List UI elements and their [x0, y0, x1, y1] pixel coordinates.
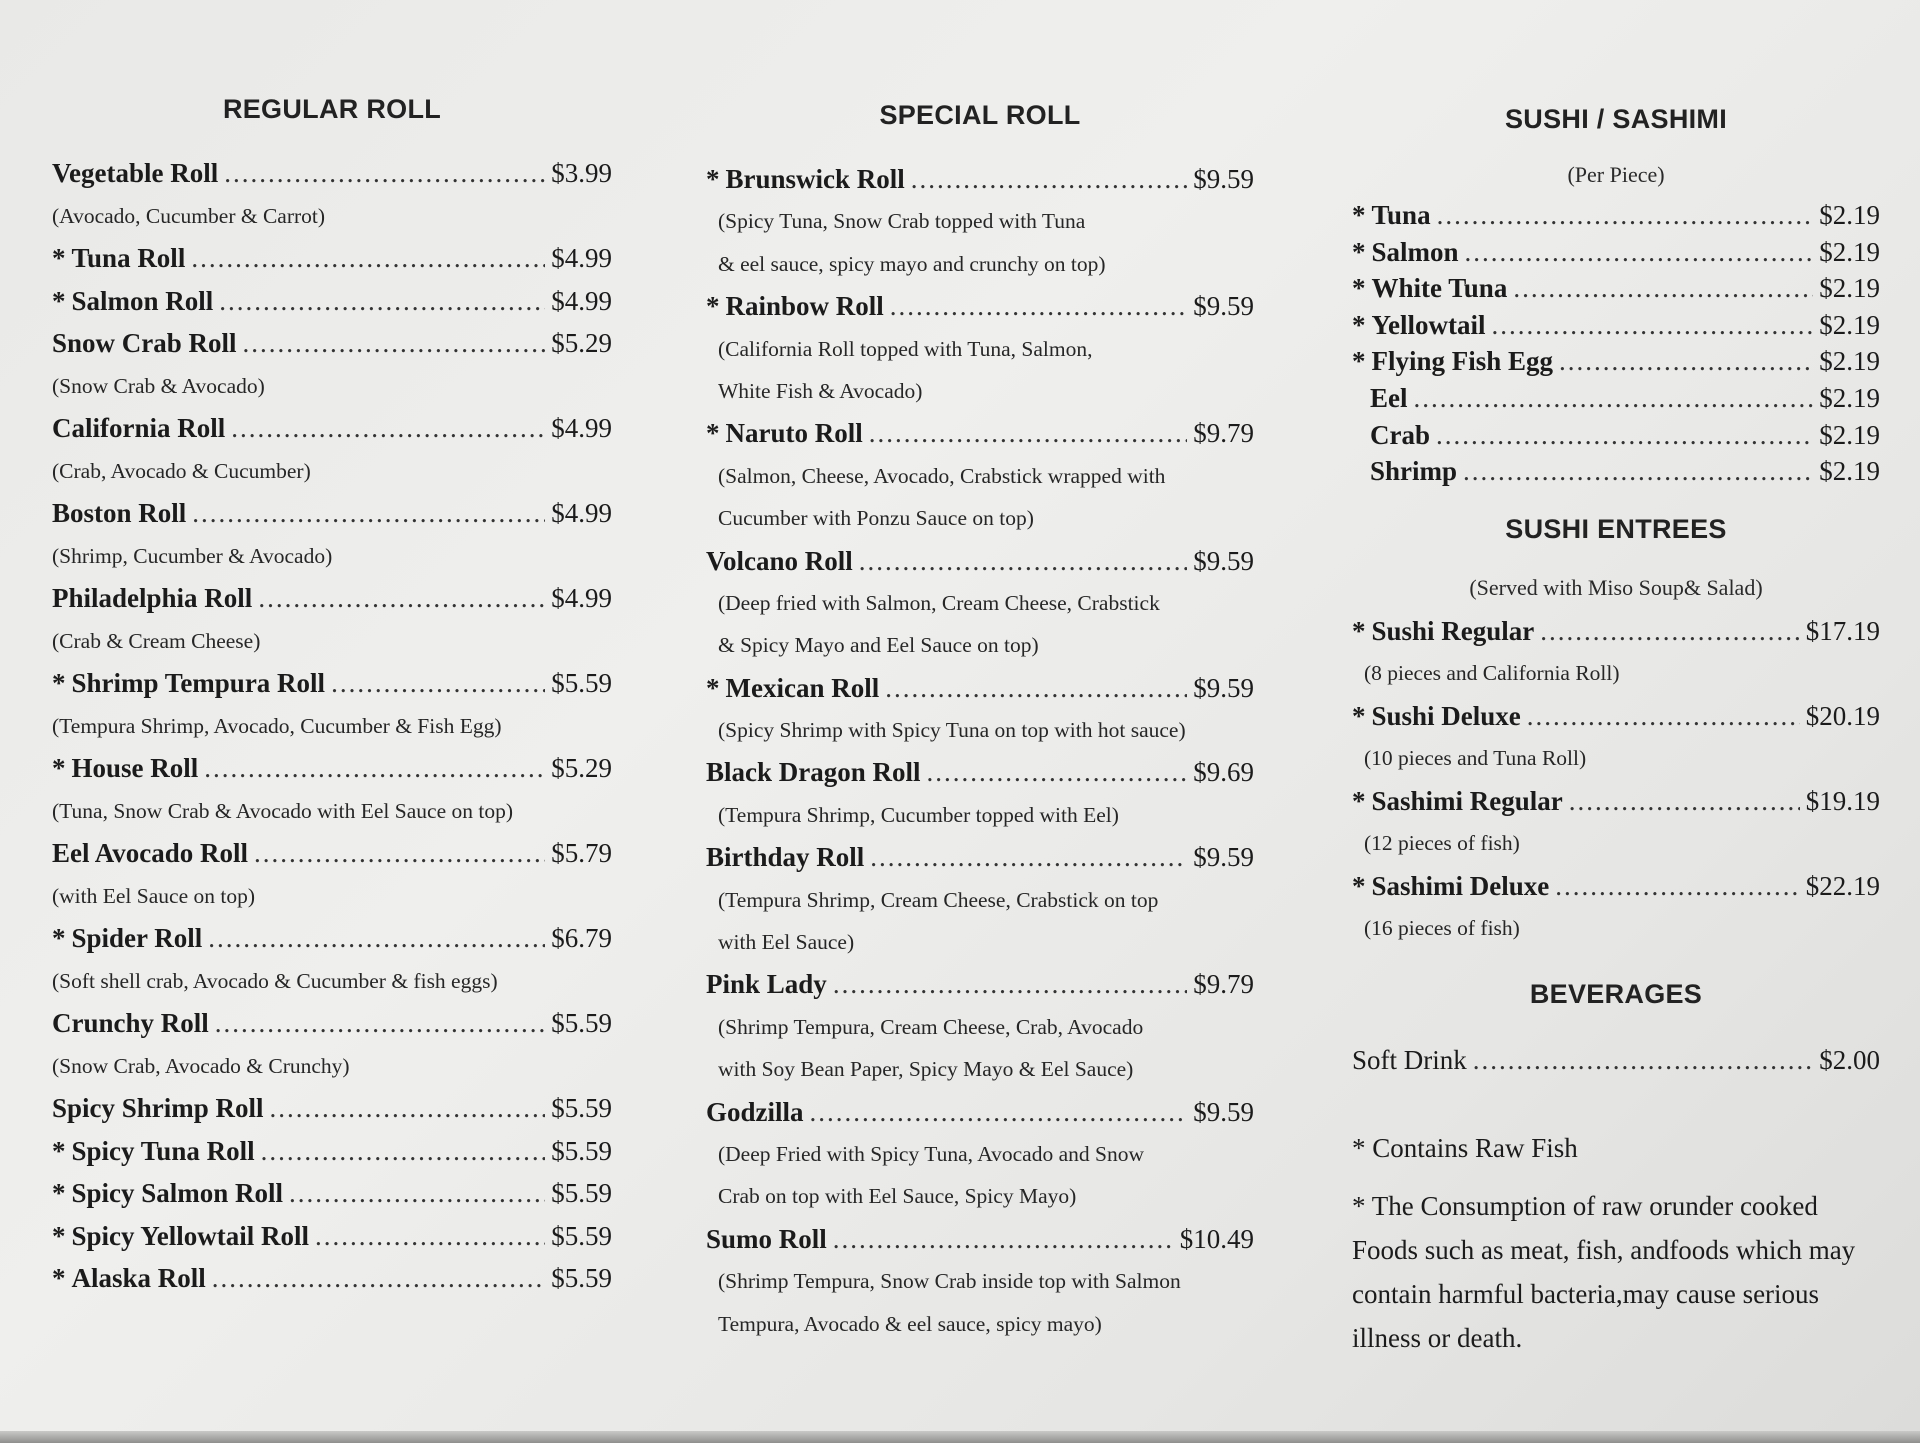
item-name: Shrimp Tempura Roll: [71, 668, 326, 698]
menu-item: [1352, 270, 1880, 307]
dot-leader: [258, 577, 545, 620]
menu-item: [706, 1091, 1254, 1133]
item-price: $3.99: [551, 158, 612, 188]
sushi-sashimi-heading: SUSHI / SASHIMI: [1504, 104, 1728, 134]
dot-leader: [1436, 417, 1813, 454]
dot-leader: [1465, 234, 1814, 271]
regular-roll-column: [52, 0, 612, 1300]
menu-item: [52, 747, 612, 790]
dot-leader: [810, 1091, 1188, 1133]
menu-item: [706, 751, 1254, 793]
item-name: Philadelphia Roll: [52, 583, 253, 613]
menu-item: [52, 917, 612, 960]
menu-item: [52, 577, 612, 620]
item-price: $2.19: [1819, 456, 1880, 487]
item-price: $22.19: [1805, 870, 1880, 901]
item-description: (Avocado, Cucumber & Carrot): [52, 203, 326, 228]
menu-item: [1352, 1038, 1880, 1082]
item-price: $9.59: [1193, 291, 1254, 322]
item-price: $2.19: [1819, 236, 1880, 267]
item-name: Sashimi Regular: [1371, 785, 1563, 816]
item-description: (with Eel Sauce on top): [52, 883, 256, 908]
raw-fish-marker: *: [1352, 700, 1366, 731]
item-price: $2.19: [1819, 309, 1880, 340]
consumption-warning: * The Consumption of raw orunder cooked Foods such as meat, fish, andfoods which may contain harmful bacteria,may cause serious illness or death.: [1352, 1190, 1856, 1353]
raw-fish-marker: *: [52, 285, 66, 316]
menu-item: [52, 1215, 612, 1258]
menu-item: [52, 280, 612, 323]
regular-roll-heading: REGULAR ROLL: [222, 94, 442, 124]
item-price: $2.19: [1819, 419, 1880, 450]
item-name: Sumo Roll: [706, 1223, 827, 1254]
raw-fish-marker: *: [52, 668, 66, 698]
item-name: Flying Fish Egg: [1371, 346, 1554, 377]
item-name: White Tuna: [1371, 273, 1508, 304]
dot-leader: [1414, 380, 1814, 417]
dot-leader: [261, 1130, 546, 1173]
menu-item: [52, 1257, 612, 1300]
sushi-entrees-subtitle: (Served with Miso Soup& Salad): [1469, 574, 1763, 600]
menu-item: [52, 1002, 612, 1045]
raw-fish-marker: *: [52, 243, 66, 273]
menu-item: [52, 662, 612, 705]
item-price: $2.00: [1819, 1044, 1880, 1075]
dot-leader: [1492, 307, 1814, 344]
item-description: (Shrimp Tempura, Snow Crab inside top with Salmon: [718, 1269, 1181, 1294]
raw-fish-marker: *: [52, 1135, 66, 1166]
item-price: $4.99: [551, 583, 612, 613]
item-name: Tuna: [1371, 200, 1431, 230]
item-name: Soft Drink: [1352, 1044, 1467, 1075]
menu-item: [1352, 417, 1880, 454]
item-description: (Tempura Shrimp, Cucumber topped with Eel): [718, 802, 1119, 827]
item-price: $20.19: [1805, 700, 1880, 731]
raw-fish-marker: *: [1352, 615, 1366, 646]
item-description: (16 pieces of fish): [1364, 916, 1520, 941]
item-description: Tempura, Avocado & eel sauce, spicy mayo): [718, 1311, 1102, 1336]
beverages-list: [1352, 1038, 1880, 1082]
beverages-heading: BEVERAGES: [1529, 978, 1703, 1009]
special-roll-list: [706, 158, 1254, 1345]
item-description: (Soft shell crab, Avocado & Cucumber & fish eggs): [52, 968, 498, 993]
item-description: (Crab & Cream Cheese): [52, 628, 261, 653]
item-description: (Tempura Shrimp, Avocado, Cucumber & Fish Egg): [52, 713, 502, 738]
dot-leader: [1569, 780, 1800, 823]
raw-fish-marker: *: [1352, 870, 1366, 901]
menu-item: [52, 1130, 612, 1173]
menu-item: [706, 667, 1254, 709]
item-description: & eel sauce, spicy mayo and crunchy on top): [718, 251, 1106, 276]
item-name: Brunswick Roll: [725, 164, 905, 194]
item-description: (8 pieces and California Roll): [1364, 661, 1620, 686]
dot-leader: [215, 1002, 545, 1045]
item-price: $4.99: [551, 413, 612, 443]
dot-leader: [270, 1087, 546, 1130]
special-roll-column: [706, 0, 1254, 1345]
sushi-entrees-heading: SUSHI ENTREES: [1505, 513, 1727, 544]
item-name: Rainbow Roll: [725, 291, 884, 322]
item-name: Volcano Roll: [706, 545, 853, 576]
item-name: Crunchy Roll: [52, 1008, 209, 1038]
item-price: $6.79: [551, 923, 612, 953]
dot-leader: [1513, 270, 1813, 307]
item-description: (Shrimp Tempura, Cream Cheese, Crab, Avocado: [718, 1014, 1144, 1039]
menu-item: [1352, 197, 1880, 234]
dot-leader: [192, 492, 545, 535]
menu-item: [52, 407, 612, 450]
item-price: $9.79: [1193, 418, 1254, 449]
item-name: Sushi Deluxe: [1371, 700, 1521, 731]
item-description: Cucumber with Ponzu Sauce on top): [718, 506, 1034, 531]
bottom-edge: [0, 1431, 1920, 1443]
menu-item: [1352, 453, 1880, 490]
raw-fish-marker: *: [1352, 200, 1366, 230]
item-price: $2.19: [1819, 273, 1880, 304]
dot-leader: [1473, 1038, 1814, 1082]
item-price: $4.99: [551, 285, 612, 316]
item-name: Spicy Yellowtail Roll: [71, 1220, 310, 1251]
item-price: $10.49: [1179, 1223, 1254, 1254]
item-name: Shrimp: [1370, 456, 1458, 487]
dot-leader: [890, 285, 1187, 327]
menu-item: [1352, 307, 1880, 344]
dot-leader: [289, 1172, 545, 1215]
dot-leader: [243, 322, 546, 365]
dot-leader: [869, 412, 1188, 454]
dot-leader: [833, 1218, 1174, 1260]
item-price: $5.29: [551, 328, 612, 358]
menu-item: [52, 832, 612, 875]
item-price: $9.69: [1193, 757, 1254, 788]
item-description: Crab on top with Eel Sauce, Spicy Mayo): [718, 1184, 1077, 1209]
menu-item: [52, 492, 612, 535]
item-description: with Eel Sauce): [718, 930, 855, 955]
menu-item: [1352, 695, 1880, 738]
raw-fish-marker: *: [1352, 273, 1366, 304]
item-price: $5.59: [551, 1178, 612, 1208]
menu-item: [1352, 865, 1880, 908]
raw-fish-marker: *: [52, 1263, 66, 1293]
item-price: $5.59: [551, 1008, 612, 1038]
item-description: (Deep fried with Salmon, Cream Cheese, Crabstick: [718, 590, 1160, 615]
item-name: Pink Lady: [706, 969, 827, 1000]
dot-leader: [315, 1215, 545, 1258]
item-description: (12 pieces of fish): [1364, 831, 1520, 856]
menu-item: [706, 1218, 1254, 1260]
item-name: Eel Avocado Roll: [52, 838, 249, 868]
special-roll-heading: SPECIAL ROLL: [879, 100, 1081, 130]
item-name: Eel: [1370, 382, 1408, 413]
raw-fish-marker: *: [706, 291, 720, 322]
item-name: California Roll: [52, 413, 226, 443]
sushi-sashimi-subtitle: (Per Piece): [1567, 162, 1665, 187]
raw-fish-marker: *: [52, 1178, 66, 1208]
item-price: $9.59: [1193, 164, 1254, 194]
item-name: Black Dragon Roll: [706, 757, 921, 788]
item-price: $5.59: [551, 1135, 612, 1166]
item-description: (Spicy Tuna, Snow Crab topped with Tuna: [718, 209, 1086, 234]
menu-item: [706, 158, 1254, 200]
dot-leader: [1437, 197, 1814, 234]
item-price: $5.59: [551, 1263, 612, 1293]
menu-item: [1352, 780, 1880, 823]
raw-fish-marker: *: [52, 1220, 66, 1251]
sushi-column: [1352, 0, 1880, 1360]
raw-fish-marker: *: [1352, 236, 1366, 267]
item-name: Godzilla: [706, 1096, 804, 1127]
item-name: Vegetable Roll: [52, 158, 219, 188]
menu-item: [52, 1087, 612, 1130]
dot-leader: [331, 662, 545, 705]
item-name: Boston Roll: [52, 498, 187, 528]
item-name: Spicy Salmon Roll: [71, 1178, 284, 1208]
item-description: with Soy Bean Paper, Spicy Mayo & Eel Sauce): [718, 1057, 1134, 1082]
item-description: (California Roll topped with Tuna, Salmon,: [718, 336, 1093, 361]
item-description: (Spicy Shrimp with Spicy Tuna on top with hot sauce): [718, 718, 1186, 743]
item-name: Spicy Tuna Roll: [71, 1135, 255, 1166]
menu-item: [52, 1172, 612, 1215]
item-price: $5.59: [551, 1093, 612, 1123]
item-description: (Tuna, Snow Crab & Avocado with Eel Sauce on top): [52, 798, 514, 823]
menu-item: [706, 412, 1254, 454]
item-description: (Crab, Avocado & Cucumber): [52, 458, 311, 483]
item-description: (Tempura Shrimp, Cream Cheese, Crabstick on top: [718, 887, 1159, 912]
raw-fish-marker: *: [1352, 346, 1366, 377]
item-price: $2.19: [1819, 200, 1880, 230]
item-description: (Shrimp, Cucumber & Avocado): [52, 543, 333, 568]
item-name: House Roll: [71, 753, 199, 783]
item-name: Spider Roll: [71, 923, 203, 953]
raw-fish-marker: *: [1352, 309, 1366, 340]
dot-leader: [212, 1257, 545, 1300]
item-name: Sushi Regular: [1371, 615, 1535, 646]
menu-item: [1352, 380, 1880, 417]
menu-item: [52, 322, 612, 365]
regular-roll-list: [52, 152, 612, 1300]
raw-fish-marker: *: [706, 164, 720, 194]
item-price: $19.19: [1805, 785, 1880, 816]
dot-leader: [1540, 610, 1799, 653]
dot-leader: [208, 917, 545, 960]
dot-leader: [833, 963, 1187, 1005]
item-description: (Deep Fried with Spicy Tuna, Avocado and Snow: [718, 1141, 1144, 1166]
dot-leader: [204, 747, 545, 790]
menu-item: [1352, 610, 1880, 653]
item-price: $9.59: [1193, 1096, 1254, 1127]
dot-leader: [1463, 453, 1813, 490]
item-name: Salmon Roll: [71, 285, 214, 316]
raw-fish-marker: *: [52, 753, 66, 783]
menu-item: [52, 152, 612, 195]
menu-item: [706, 540, 1254, 582]
raw-fish-marker: *: [706, 672, 720, 703]
item-price: $2.19: [1819, 382, 1880, 413]
item-name: Naruto Roll: [725, 418, 863, 449]
item-name: Mexican Roll: [725, 672, 880, 703]
item-name: Crab: [1370, 419, 1430, 450]
raw-fish-marker: *: [1352, 785, 1366, 816]
dot-leader: [1527, 695, 1800, 738]
dot-leader: [1555, 865, 1799, 908]
item-name: Birthday Roll: [706, 842, 865, 873]
item-description: (Salmon, Cheese, Avocado, Crabstick wrapped with: [718, 463, 1166, 488]
dot-leader: [224, 152, 545, 195]
dot-leader: [254, 832, 545, 875]
item-description: & Spicy Mayo and Eel Sauce on top): [718, 633, 1039, 658]
dot-leader: [870, 836, 1187, 878]
item-price: $9.59: [1193, 545, 1254, 576]
dot-leader: [927, 751, 1188, 793]
item-name: Alaska Roll: [71, 1263, 206, 1293]
item-description: White Fish & Avocado): [718, 378, 923, 403]
item-price: $2.19: [1819, 346, 1880, 377]
dot-leader: [885, 667, 1187, 709]
item-name: Salmon: [1371, 236, 1459, 267]
item-price: $5.79: [551, 838, 612, 868]
item-description: (Snow Crab & Avocado): [52, 373, 265, 398]
dot-leader: [191, 237, 545, 280]
sushi-sashimi-list: [1352, 197, 1880, 490]
item-name: Tuna Roll: [71, 243, 186, 273]
menu-item: [706, 836, 1254, 878]
item-price: $5.59: [551, 1220, 612, 1251]
dot-leader: [219, 280, 545, 323]
item-price: $9.59: [1193, 842, 1254, 873]
item-name: Sashimi Deluxe: [1371, 870, 1550, 901]
dot-leader: [231, 407, 545, 450]
item-price: $17.19: [1805, 615, 1880, 646]
item-description: (10 pieces and Tuna Roll): [1364, 746, 1587, 771]
menu-item: [706, 963, 1254, 1005]
dot-leader: [859, 540, 1187, 582]
dot-leader: [1559, 343, 1813, 380]
menu-item: [1352, 234, 1880, 271]
item-price: $5.59: [551, 668, 612, 698]
item-price: $4.99: [551, 243, 612, 273]
raw-fish-marker: *: [52, 923, 66, 953]
sushi-entrees-list: [1352, 610, 1880, 950]
item-name: Spicy Shrimp Roll: [52, 1093, 264, 1123]
dot-leader: [911, 158, 1187, 200]
item-description: (Snow Crab, Avocado & Crunchy): [52, 1053, 350, 1078]
item-name: Snow Crab Roll: [52, 328, 237, 358]
menu-item: [1352, 343, 1880, 380]
item-name: Yellowtail: [1371, 309, 1486, 340]
menu-item: [52, 237, 612, 280]
item-price: $9.79: [1193, 969, 1254, 1000]
raw-fish-marker: *: [706, 418, 720, 449]
item-price: $4.99: [551, 498, 612, 528]
menu-item: [706, 285, 1254, 327]
item-price: $5.29: [551, 753, 612, 783]
raw-fish-note: * Contains Raw Fish: [1352, 1132, 1578, 1163]
item-price: $9.59: [1193, 672, 1254, 703]
